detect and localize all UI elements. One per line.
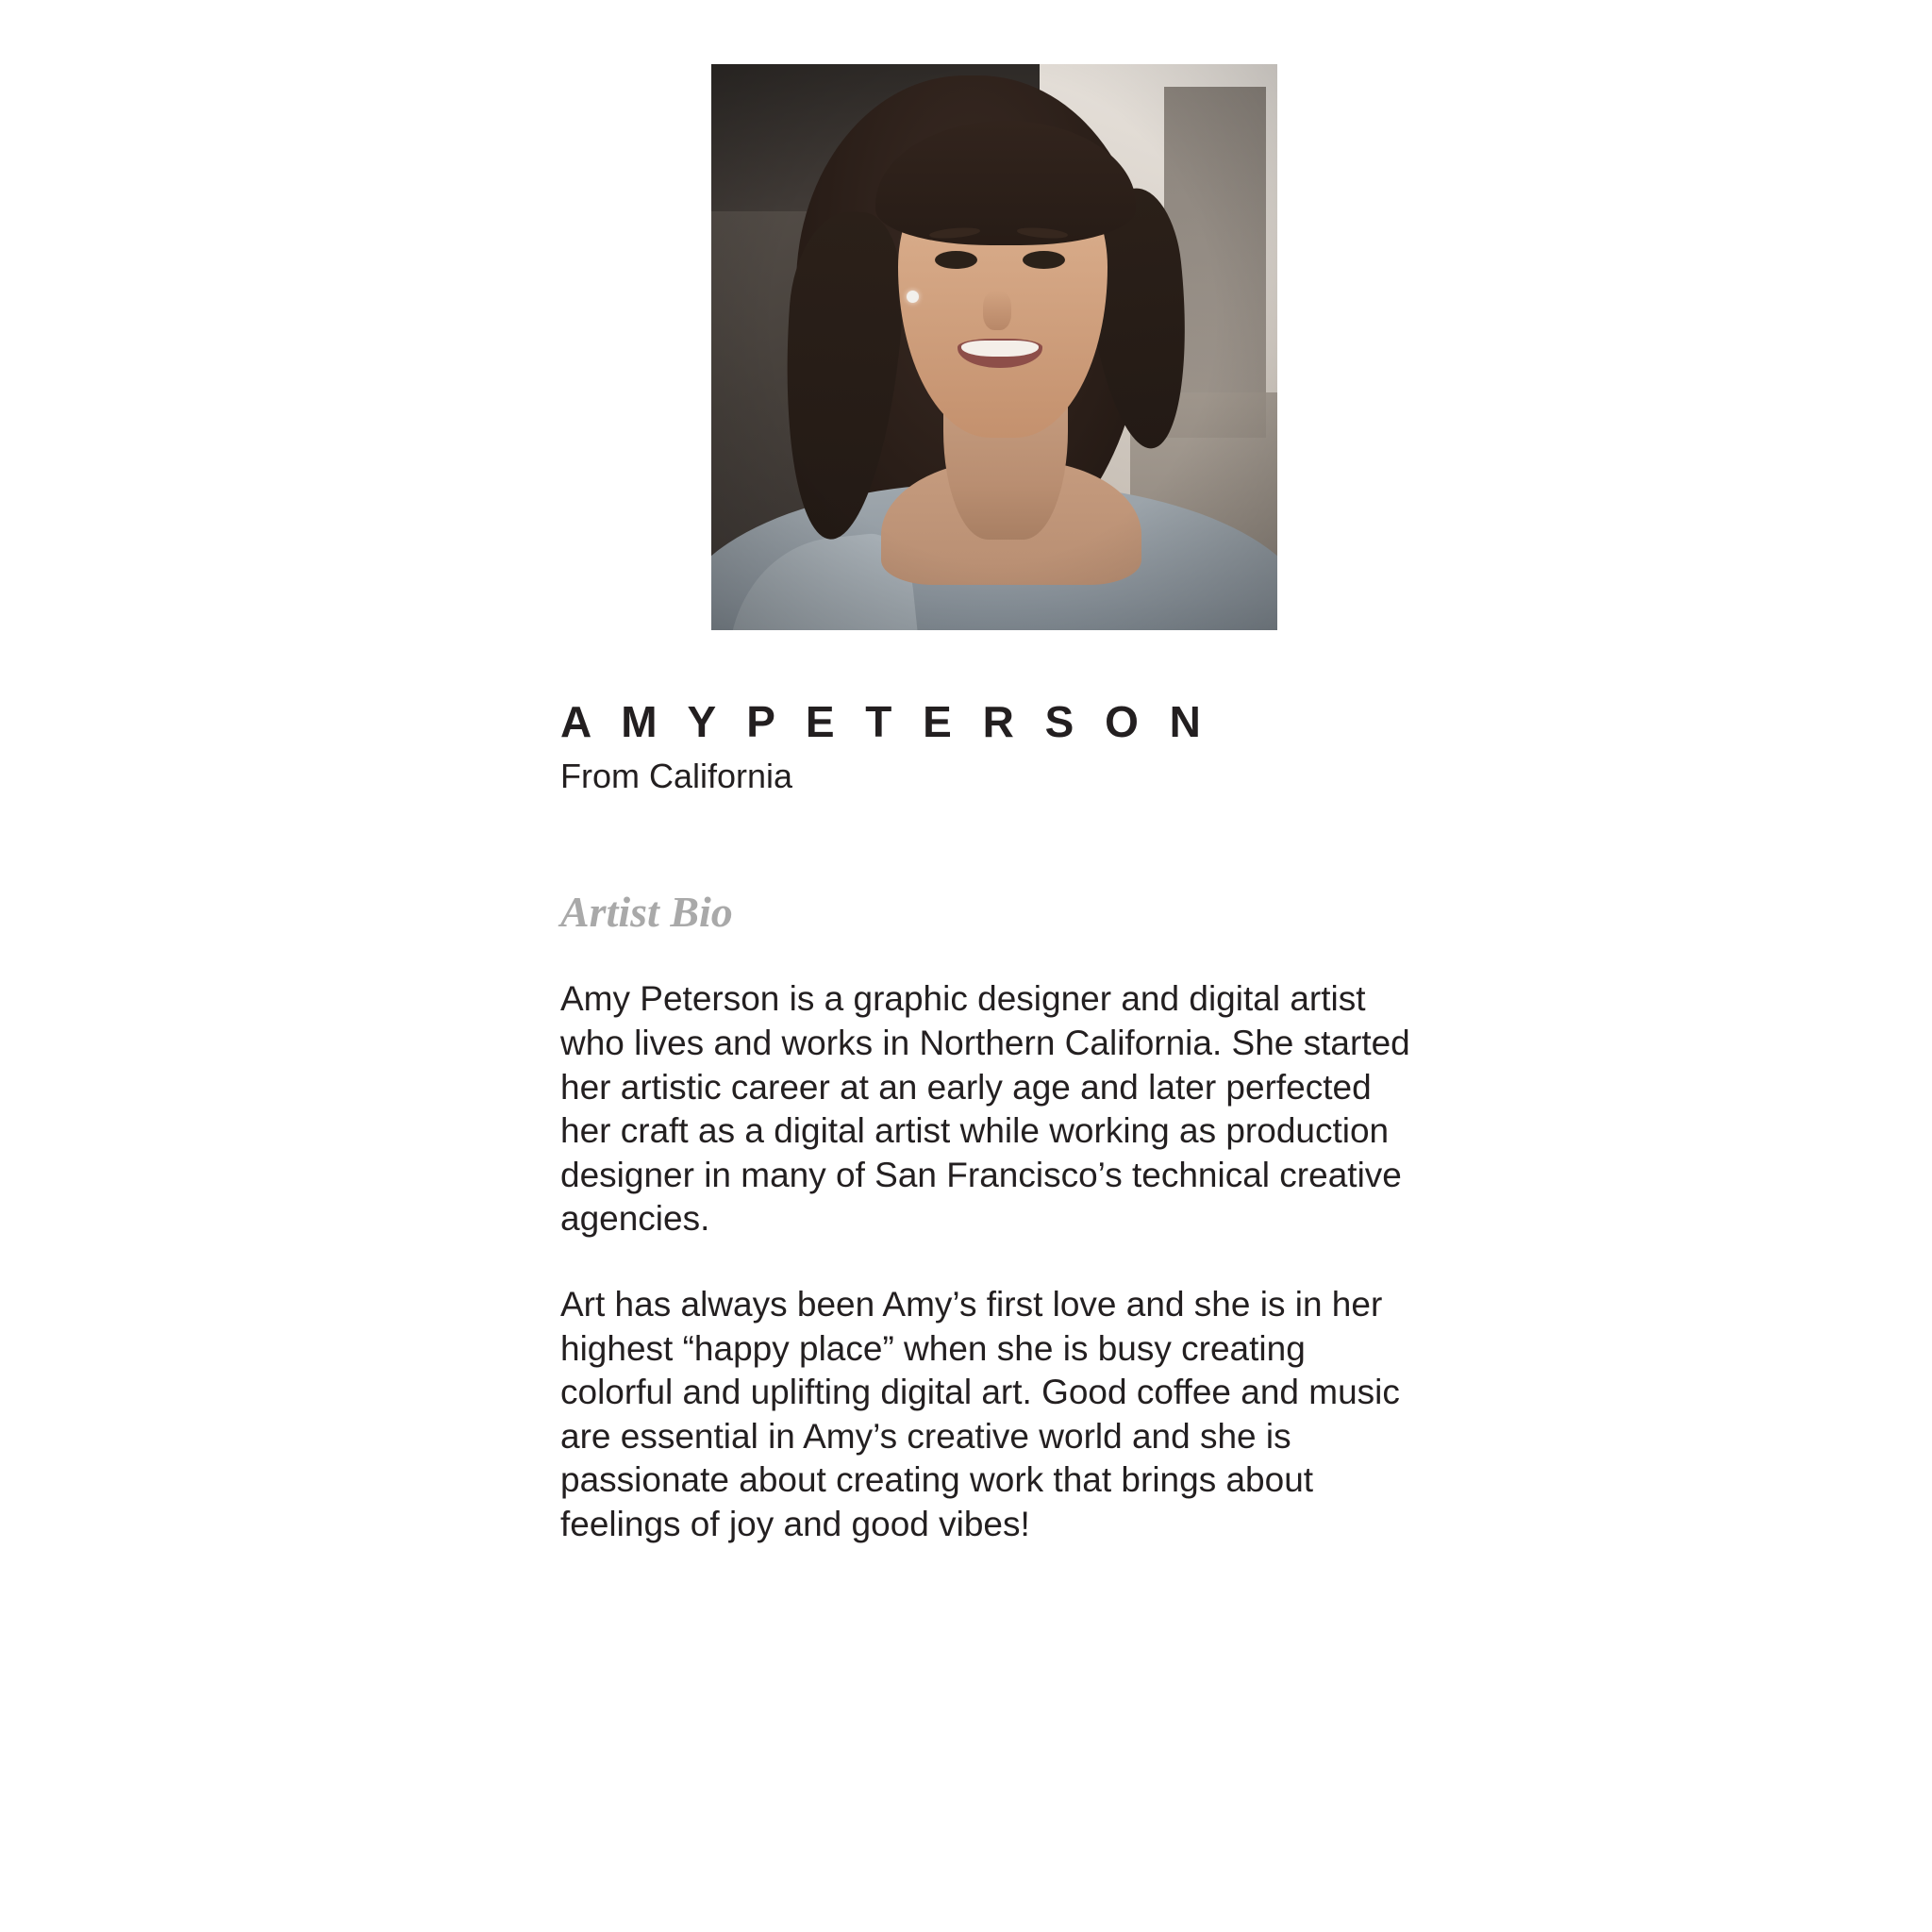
bio-section-heading: Artist Bio — [560, 887, 733, 936]
portrait-illustration — [711, 64, 1277, 630]
bio-paragraph-1: Amy Peterson is a graphic designer and digital artist who lives and works in Northern California. She started her artistic career at an early age and later perfected her craft as a digital artist while working as production designer in many of San Francisco’s technical creative agencies. — [560, 979, 1410, 1239]
artist-name: A M Y P E T E R S O N — [560, 697, 1210, 746]
artist-photo — [711, 64, 1277, 630]
photo-vignette — [711, 64, 1277, 630]
bio-paragraph-2: Art has always been Amy’s first love and she is in her highest “happy place” when she is busy creating colorful and uplifting digital art. Good coffee and music are essential in Amy’s creative world and she is passionate about creating work that brings about feelings of joy and good vibes! — [560, 1285, 1400, 1544]
bio-content — [560, 698, 1447, 1547]
artist-location: From California — [560, 756, 793, 795]
